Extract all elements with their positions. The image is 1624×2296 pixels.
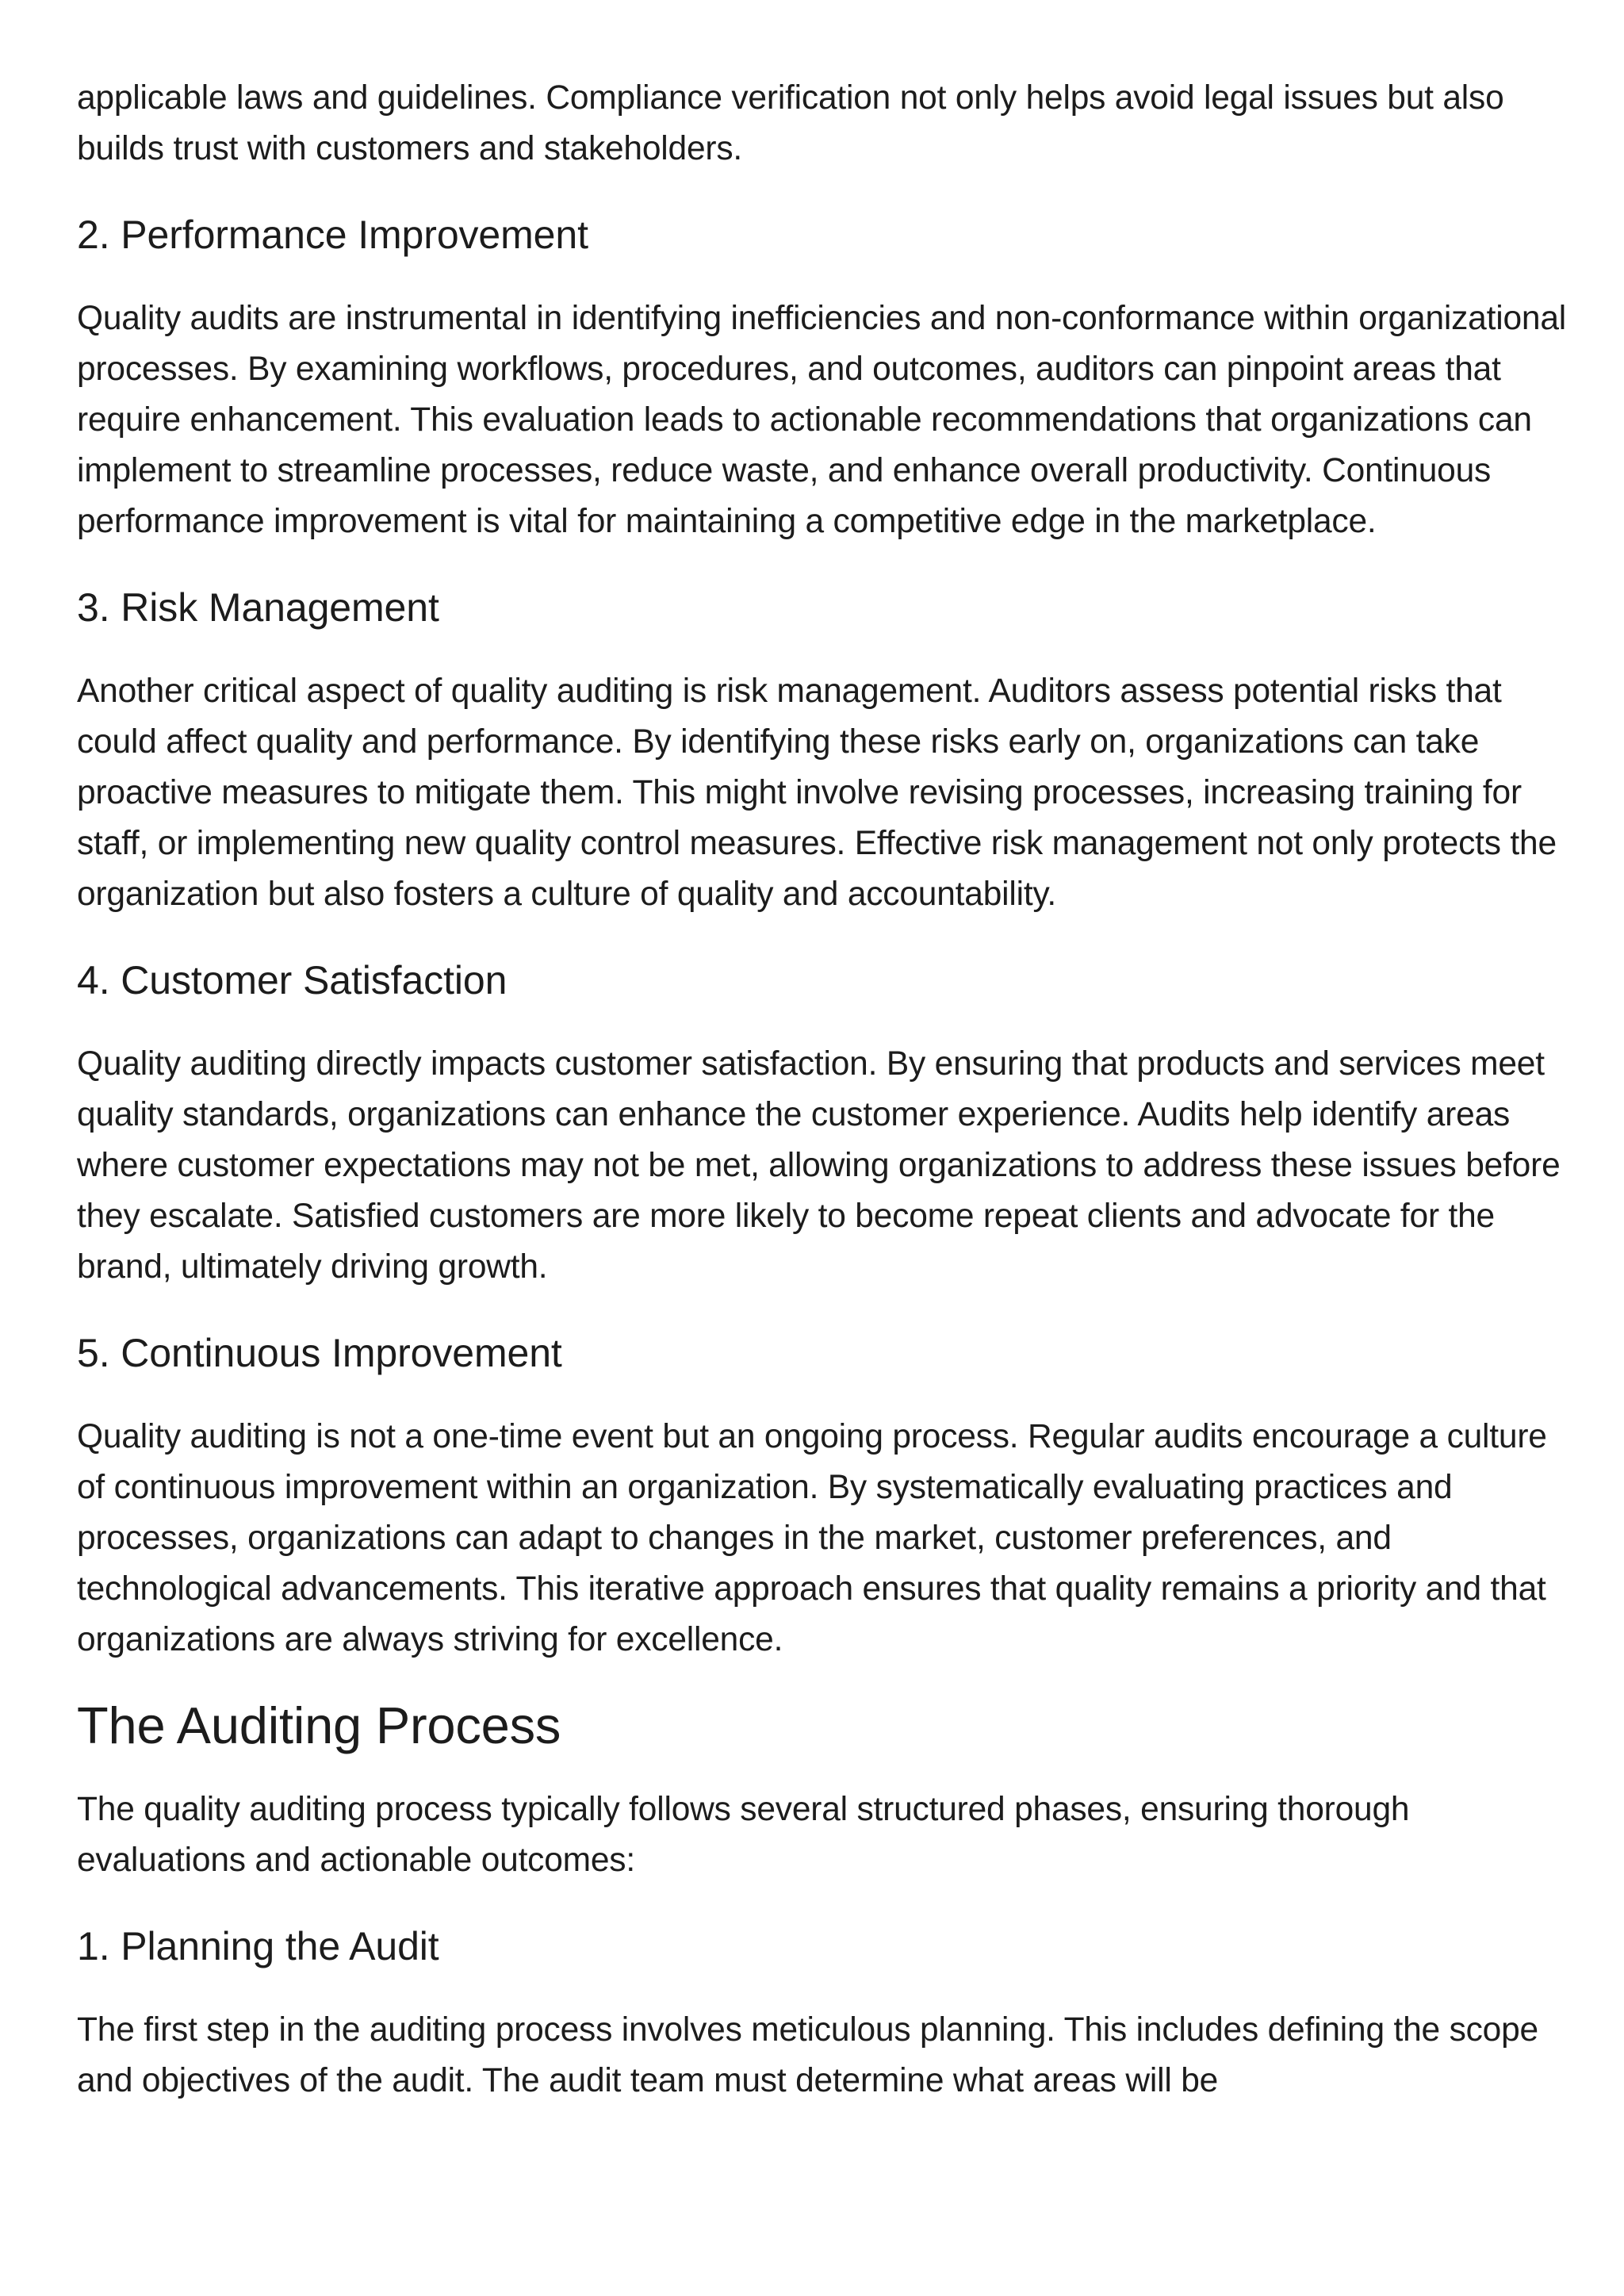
document-page <box>77 73 1568 2106</box>
section-body-continuous-improvement: Quality auditing is not a one-time event but an ongoing process. Regular audits encourage a culture of continuous improvement within an organization. By systematically evaluating practices and processes, organizations can adapt to changes in the market, customer preferences, and technological advancements. This iterative approach ensures that quality remains a priority and that organizations are always striving for excellence. <box>77 1418 1547 1658</box>
intro-paragraph: applicable laws and guidelines. Compliance verification not only helps avoid legal issues but also builds trust with customers and stakeholders. <box>77 79 1504 167</box>
section-heading-risk-management: 3. Risk Management <box>77 585 439 630</box>
auditing-process-intro: The quality auditing process typically follows several structured phases, ensuring thorough evaluations and actionable outcomes: <box>77 1791 1410 1879</box>
section-heading-customer-satisfaction: 4. Customer Satisfaction <box>77 958 508 1002</box>
section-heading-performance-improvement: 2. Performance Improvement <box>77 213 588 257</box>
step-body-planning-the-audit: The first step in the auditing process involves meticulous planning. This includes defining the scope and objectives of the audit. The audit team must determine what areas will be <box>77 2011 1538 2099</box>
section-body-customer-satisfaction: Quality auditing directly impacts customer satisfaction. By ensuring that products and services meet quality standards, organizations can enhance the customer experience. Audits help identify areas where customer expectations may not be met, allowing organizations to address these issues before they escalate. Satisfied customers are more likely to become repeat clients and advocate for the brand, ultimately driving growth. <box>77 1045 1561 1286</box>
section-body-risk-management: Another critical aspect of quality auditing is risk management. Auditors assess potential risks that could affect quality and performance. By identifying these risks early on, organizations can take proactive measures to mitigate them. This might involve revising processes, increasing training for staff, or implementing new quality control measures. Effective risk management not only protects the organization but also fosters a culture of quality and accountability. <box>77 673 1557 913</box>
step-heading-planning-the-audit: 1. Planning the Audit <box>77 1924 439 1968</box>
section-body-performance-improvement: Quality audits are instrumental in identifying inefficiencies and non-conformance within organizational processes. By examining workflows, procedures, and outcomes, auditors can pinpoint areas that require enhancement. This evaluation leads to actionable recommendations that organizations can implement to streamline processes, reduce waste, and enhance overall productivity. Continuous performance improvement is vital for maintaining a competitive edge in the marketplace. <box>77 300 1567 540</box>
section-heading-continuous-improvement: 5. Continuous Improvement <box>77 1331 562 1375</box>
auditing-process-title: The Auditing Process <box>77 1696 561 1754</box>
